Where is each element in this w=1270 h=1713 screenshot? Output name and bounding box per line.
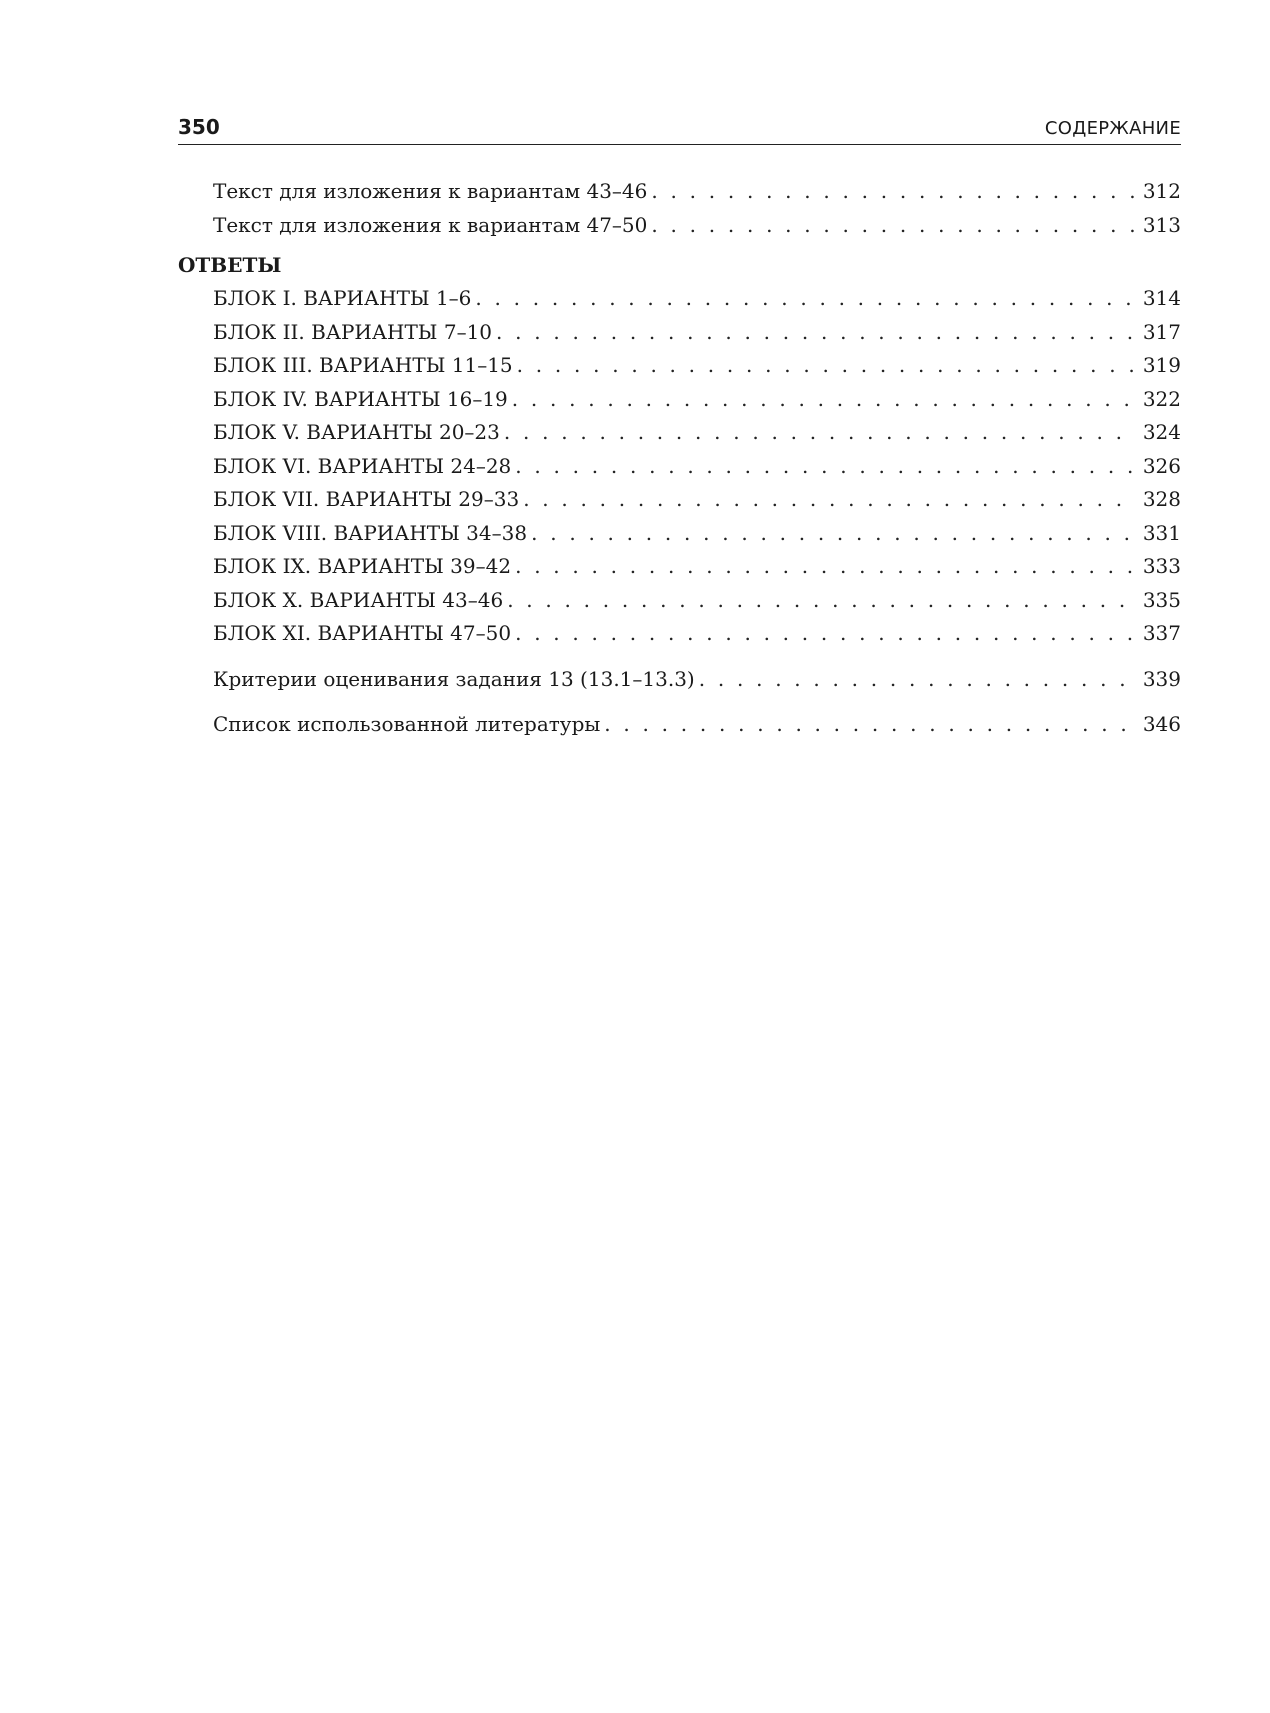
page-header	[178, 112, 1181, 145]
toc-entry	[213, 383, 1181, 417]
toc-entry	[213, 450, 1181, 484]
toc-entry-page: 324	[1142, 420, 1181, 444]
toc-leader-dots	[651, 209, 1134, 243]
toc-entry-page: 337	[1142, 621, 1181, 645]
toc-entry-label: БЛОК IX. ВАРИАНТЫ 39–42	[213, 550, 515, 584]
toc-entry	[213, 584, 1181, 618]
toc-entry	[213, 316, 1181, 350]
toc-leader-dots	[523, 483, 1135, 517]
toc-leader-dots	[699, 663, 1135, 697]
toc-entry-label: БЛОК II. ВАРИАНТЫ 7–10	[213, 316, 496, 350]
toc-leader-dots	[475, 282, 1134, 316]
running-title: СОДЕРЖАНИЕ	[1044, 118, 1181, 139]
toc-entry-page: 326	[1142, 453, 1181, 478]
toc-leader-dots	[512, 383, 1135, 417]
toc-entry-label: БЛОК III. ВАРИАНТЫ 11–15	[213, 349, 517, 383]
toc-entry-page: 317	[1142, 319, 1181, 344]
toc-entry-label: Список использованной литературы	[213, 708, 604, 742]
toc-leader-dots	[651, 175, 1134, 209]
page-number: 350	[178, 115, 220, 139]
table-of-contents	[178, 175, 1181, 742]
toc-entry-label: БЛОК X. ВАРИАНТЫ 43–46	[213, 584, 507, 618]
toc-leader-dots	[604, 708, 1135, 742]
toc-entry	[213, 517, 1181, 551]
toc-entry-label: БЛОК VI. ВАРИАНТЫ 24–28	[213, 450, 515, 484]
toc-entry	[213, 282, 1181, 316]
toc-entry-label: Текст для изложения к вариантам 43–46	[213, 175, 651, 209]
toc-entry-page: 314	[1142, 286, 1181, 310]
toc-entry	[213, 483, 1181, 517]
toc-entry-page: 339	[1142, 666, 1181, 691]
toc-entry-label: БЛОК VII. ВАРИАНТЫ 29–33	[213, 483, 523, 517]
toc-entry-page: 313	[1142, 212, 1181, 237]
toc-entry-page: 333	[1142, 554, 1181, 578]
toc-entry	[213, 617, 1181, 651]
toc-entry-page: 331	[1142, 520, 1181, 545]
toc-leader-dots	[496, 316, 1135, 350]
toc-entry-page: 322	[1142, 386, 1181, 411]
toc-entry	[213, 209, 1181, 243]
answers-heading: ОТВЕТЫ	[178, 253, 282, 277]
toc-leader-dots	[517, 349, 1135, 383]
toc-entry	[213, 550, 1181, 584]
toc-entry-criteria	[213, 663, 1181, 697]
toc-entry-label: БЛОК IV. ВАРИАНТЫ 16–19	[213, 383, 512, 417]
toc-leader-dots	[504, 416, 1135, 450]
toc-entry-label: БЛОК I. ВАРИАНТЫ 1–6	[213, 282, 475, 316]
toc-entry-label: Текст для изложения к вариантам 47–50	[213, 209, 651, 243]
toc-entry	[213, 175, 1181, 209]
toc-entry-page: 312	[1142, 179, 1181, 203]
toc-entry-page: 346	[1142, 712, 1181, 736]
toc-entry-label: БЛОК V. ВАРИАНТЫ 20–23	[213, 416, 504, 450]
toc-entry-label: БЛОК XI. ВАРИАНТЫ 47–50	[213, 617, 515, 651]
toc-entry-label: Критерии оценивания задания 13 (13.1–13.3)	[213, 663, 699, 697]
toc-leader-dots	[515, 550, 1135, 584]
toc-entry	[213, 416, 1181, 450]
spacer	[178, 651, 1181, 663]
toc-leader-dots	[531, 517, 1135, 551]
toc-entry	[213, 349, 1181, 383]
toc-entry-page: 335	[1142, 587, 1181, 612]
toc-entry-label: БЛОК VIII. ВАРИАНТЫ 34–38	[213, 517, 531, 551]
toc-leader-dots	[507, 584, 1135, 618]
toc-entry-page: 328	[1142, 487, 1181, 511]
toc-leader-dots	[515, 617, 1135, 651]
spacer	[178, 696, 1181, 708]
toc-entry-page: 319	[1142, 353, 1181, 377]
toc-leader-dots	[515, 450, 1135, 484]
toc-entry-literature	[213, 708, 1181, 742]
